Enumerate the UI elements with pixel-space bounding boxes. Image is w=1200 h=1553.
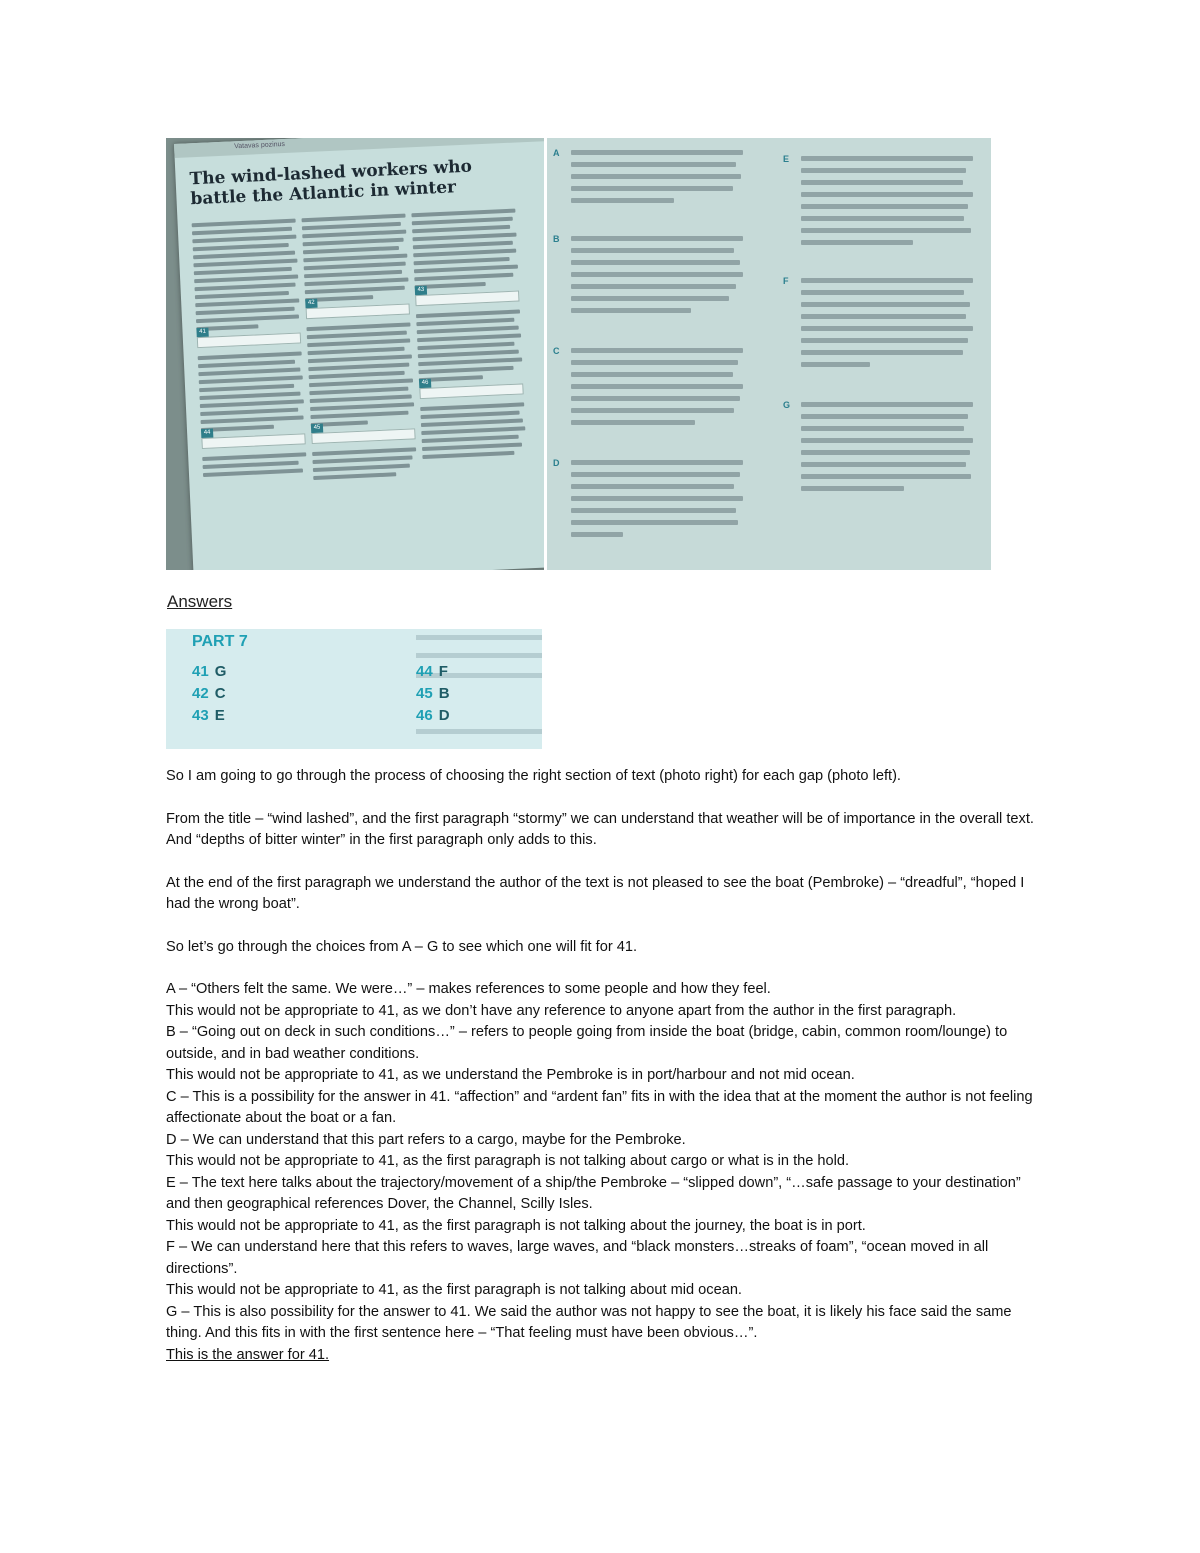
answer-item: 46 D [416,707,450,724]
option-letter: G [783,400,791,410]
option-a [553,148,743,210]
gap-41 [197,328,301,348]
choice-e-description: E – The text here talks about the trajectory/movement of a ship/the Pembroke – “slipped down”, “…safe passage to your destination” and then geographical references Dover, the Channel, Scilly Isles. [166,1174,1021,1212]
textbook-page-photo [166,138,544,570]
choice-f-description: F – We can understand here that this refers to waves, large waves, and “black monsters…streaks of foam”, “ocean moved in all directions”. [166,1239,989,1277]
option-letter: E [783,154,790,164]
part-label: PART 7 [192,633,248,650]
choice-a-description: A – “Others felt the same. We were…” – makes references to some people and how they feel. [166,981,771,997]
gap-45 [311,424,415,444]
article-title: The wind-lashed workers who battle the Atlantic in winter [189,156,473,210]
choice-d-description: D – We can understand that this part refers to a cargo, maybe for the Pembroke. [166,1131,686,1148]
answer-item: 44 F [416,663,448,680]
option-letter: A [553,148,560,158]
choice-b-description: B – “Going out on deck in such conditions…” – refers to people going from inside the boat (bridge, cabin, common room/lounge) to outside, and in bad weather conditions. [166,1024,1008,1062]
option-letter: B [553,234,560,244]
page-header-text: Vatavas pozinus [234,140,286,151]
gap-number: 43 [415,286,427,296]
article-column-2 [302,214,418,484]
choice-d-verdict: This would not be appropriate to 41, as the first paragraph is not talking about cargo or what is in the hold. [166,1153,850,1169]
answer-item: 45 B [416,685,450,702]
choice-b-verdict: This would not be appropriate to 41, as we understand the Pembroke is in port/harbour and not mid ocean. [166,1067,855,1083]
textbook-page [174,138,544,570]
answer-key-image [166,629,542,749]
gap-42 [306,299,410,319]
intro-paragraph: So I am going to go through the process of choosing the right section of text (photo right) for each gap (photo left). [166,768,901,784]
paragraph-choices-intro: So let’s go through the choices from A – G to see which one will fit for 41. [166,938,638,955]
choice-c-description: C – This is a possibility for the answer in 41. “affection” and “ardent fan” fits in with the idea that at the moment the author is not feeling affectionate about the boat or a fan. [166,1088,1033,1126]
option-g [783,400,973,498]
option-letter: F [783,276,789,286]
answer-item: 42 C [192,685,226,702]
answers-heading: Answers [167,592,233,611]
answer-item: 41 G [192,663,227,680]
choice-g-description: G – This is also possibility for the answer to 41. We said the author was not happy to see the boat, it is likely his face said the same thing. And this fits in with the first sentence here – “That feeling must have been obvious…”. [166,1303,1012,1341]
choice-f-verdict: This would not be appropriate to 41, as the first paragraph is not talking about mid ocean. [166,1282,742,1298]
choice-a-verdict: This would not be appropriate to 41, as we don’t have any reference to anyone apart from the author in the first paragraph. [166,1002,957,1019]
article-column-3 [411,209,526,463]
option-e [783,154,973,252]
option-b [553,234,743,320]
explanation-text [166,766,1040,1366]
paragraph-author-feeling: At the end of the first paragraph we understand the author of the text is not pleased to see the boat (Pembroke) – “dreadful”, “hoped I had the wrong boat”. [166,874,1025,912]
option-f [783,276,973,374]
paragraph-title-analysis: From the title – “wind lashed”, and the first paragraph “stormy” we can understand that weather will be of importance in the overall text. And “depths of bitter winter” in the first paragraph only adds to this. [166,810,1034,848]
choice-e-verdict: This would not be appropriate to 41, as the first paragraph is not talking about the journey, the boat is in port. [166,1217,866,1234]
article-column-1 [192,219,308,481]
gap-44 [201,429,305,449]
conclusion: This is the answer for 41. [166,1346,330,1363]
gap-46 [419,379,523,399]
option-d [553,458,743,544]
gap-number: 42 [305,299,317,309]
answer-item: 43 E [192,707,225,724]
option-c [553,346,743,432]
options-page-photo [547,138,991,570]
gap-number: 45 [311,424,323,434]
gap-number: 46 [419,379,431,389]
option-letter: C [553,346,560,356]
gap-number: 44 [201,429,213,439]
option-letter: D [553,458,560,468]
gap-number: 41 [196,328,208,338]
gap-43 [415,286,519,307]
